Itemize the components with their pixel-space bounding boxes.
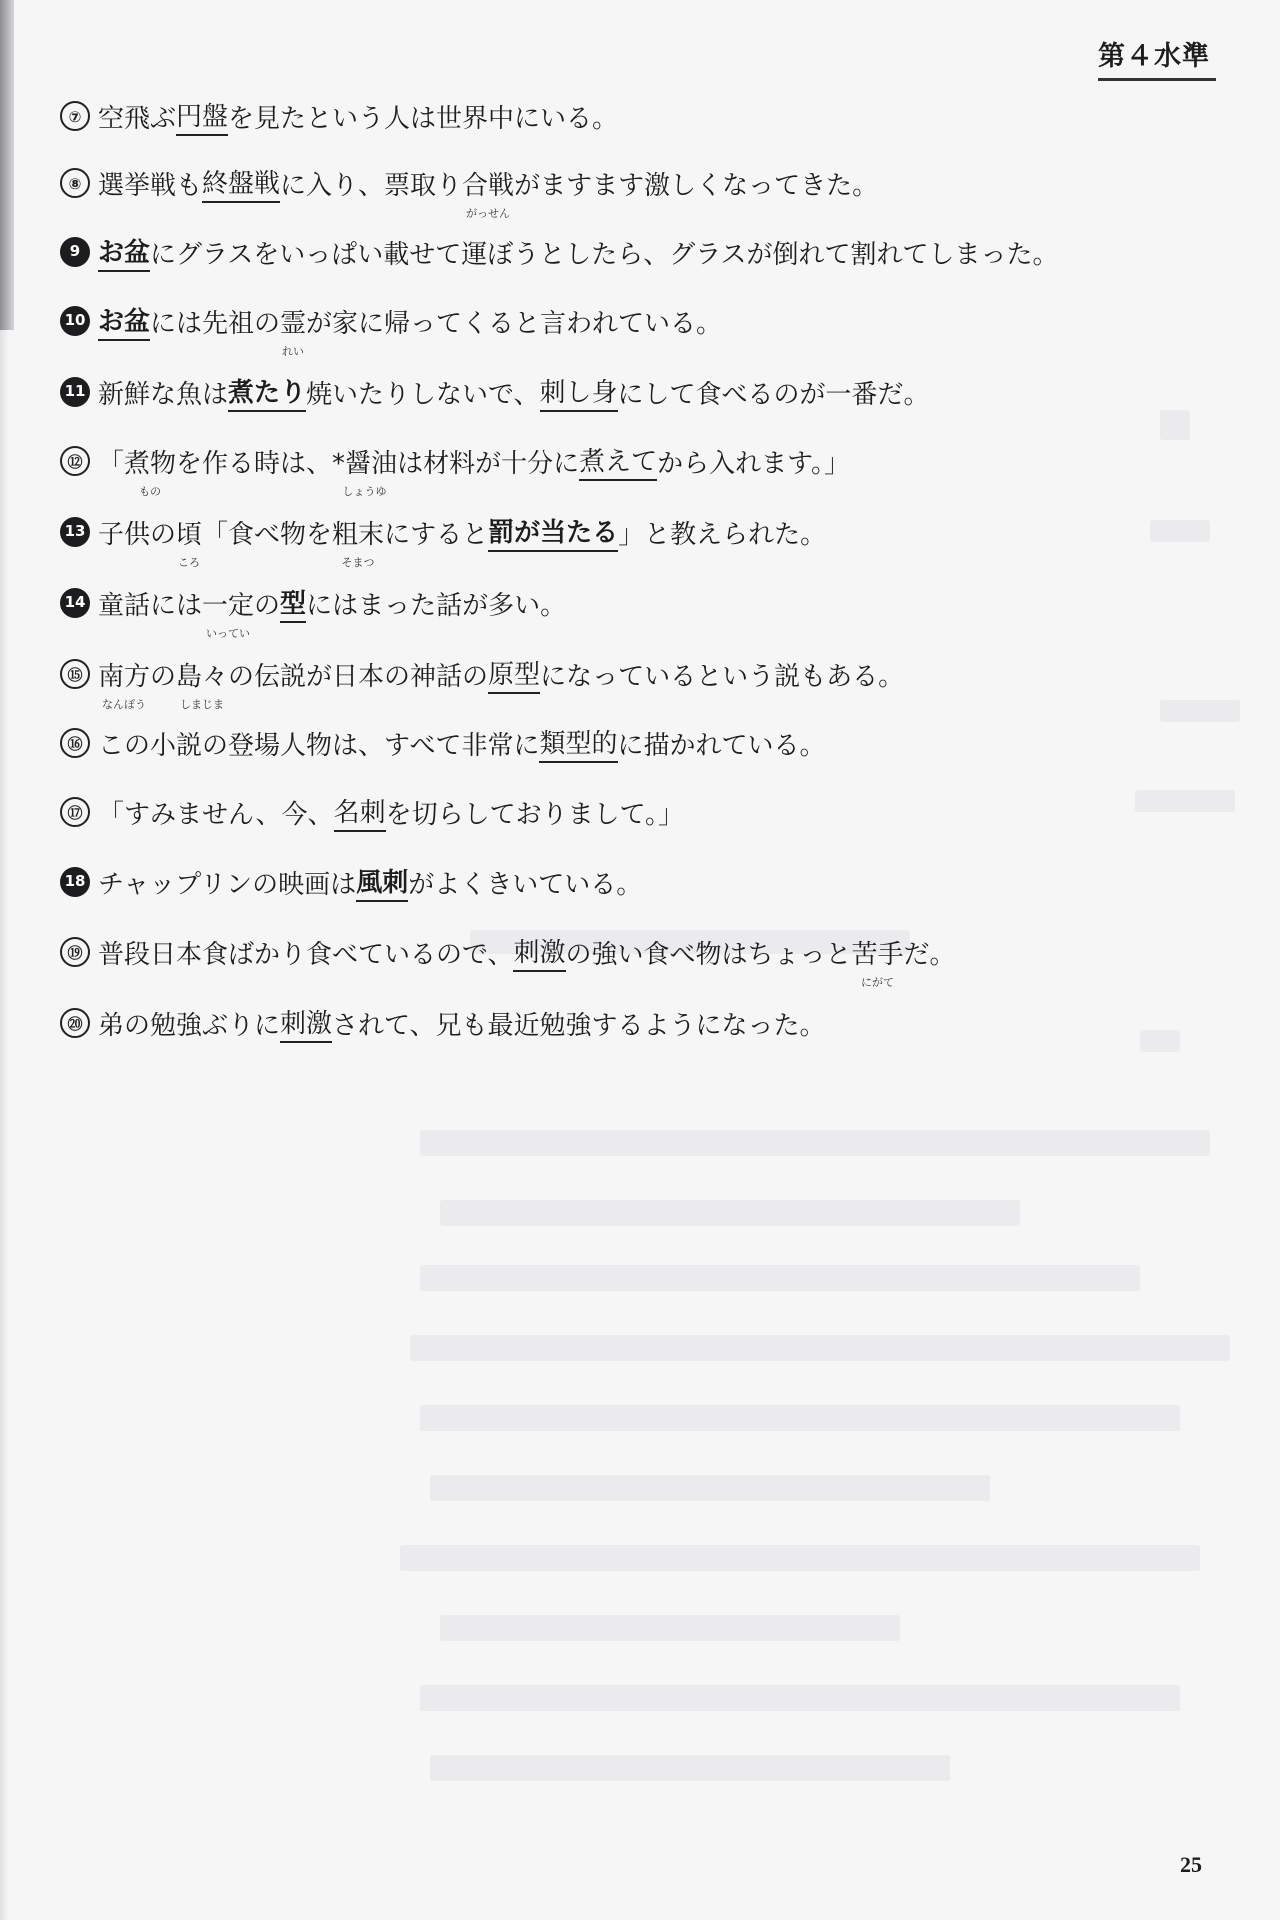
ruby-base: 煮物 もの	[124, 448, 177, 498]
target-vocabulary: 類型的	[539, 723, 617, 763]
sentence-item	[60, 928, 956, 989]
sentence-text: がよくきいている。	[408, 869, 643, 900]
sentence-text: を見たという人は世界中にいる。	[228, 103, 619, 134]
target-vocabulary: 刺し身	[540, 372, 618, 412]
sentence-item	[60, 719, 826, 767]
sentence-text	[202, 585, 255, 640]
sentence-text: を作る時は、	[176, 448, 333, 479]
ruby-base: 粗末 そまつ	[332, 519, 385, 569]
ruby-base: 合戦 がっせん	[462, 170, 515, 220]
sentence-text: の	[150, 661, 177, 692]
sentence-text	[332, 514, 385, 569]
furigana: がっせん	[466, 206, 511, 220]
furigana: なんぽう	[102, 697, 146, 711]
furigana: れい	[282, 344, 305, 358]
sentence-text: 新鮮な魚は	[98, 379, 229, 410]
binding-shadow	[0, 0, 14, 330]
target-vocabulary: 煮えて	[579, 441, 657, 481]
sentence-text: の強い食べ物はちょっと	[565, 939, 852, 970]
sentence-text: から入れます。」	[657, 448, 851, 479]
sentence-text: 焼いたりしないで、	[306, 379, 540, 410]
sentence-item	[60, 92, 618, 140]
sentence-text: は材料が十分に	[397, 448, 580, 479]
target-vocabulary: 刺激	[280, 1003, 332, 1043]
target-vocabulary: 円盤	[176, 96, 228, 136]
sentence-item	[60, 159, 879, 220]
sentence-text	[98, 656, 151, 711]
ruby-base: 南方 なんぽう	[98, 661, 151, 711]
sentence-text: を切らしておりまして。」	[385, 799, 685, 830]
target-vocabulary: 刺激	[513, 932, 565, 972]
furigana: ころ	[178, 555, 201, 569]
level-label: 第４水準	[1098, 41, 1210, 72]
sentence-text	[124, 443, 177, 498]
furigana: しょうゆ	[342, 484, 387, 498]
sentence-item	[60, 999, 826, 1047]
sentence-item	[60, 579, 567, 640]
sentence-item	[60, 368, 930, 416]
sentence-text: 「食べ物を	[202, 519, 333, 550]
sentence-text	[851, 934, 904, 989]
furigana: いってい	[206, 626, 251, 640]
furigana: そまつ	[341, 555, 375, 569]
sentence-text: 童話には	[98, 590, 203, 621]
sentence-item	[60, 437, 851, 498]
sentence-text	[176, 514, 203, 569]
sentence-number: 18	[60, 867, 90, 897]
sentence-item	[60, 228, 1058, 276]
ruby-base: 霊 れい	[280, 308, 307, 358]
sentence-text: にはまった話が多い。	[306, 590, 567, 621]
sentence-text: にして食べるのが一番だ。	[617, 379, 930, 410]
sentence-number: ⑳	[60, 1008, 90, 1038]
sentence-text: にグラスをいっぱい載せて運ぼうとしたら、グラスが倒れて割れてしまった。	[150, 239, 1059, 270]
sentence-text: がますます激しくなってきた。	[514, 170, 879, 201]
sentence-text: 」と教えられた。	[618, 519, 827, 550]
furigana: もの	[139, 484, 162, 498]
sentence-text: 子供の	[98, 519, 177, 550]
level-header	[1098, 34, 1216, 81]
sentence-text	[332, 443, 398, 498]
target-vocabulary: お盆	[98, 301, 150, 341]
sentence-number: ⑮	[60, 659, 90, 689]
target-vocabulary: 原型	[488, 654, 540, 694]
sentence-number: 14	[60, 588, 90, 618]
target-vocabulary: 罰が当たる	[488, 512, 618, 552]
sentence-text: 弟の勉強ぶりに	[98, 1010, 281, 1041]
target-vocabulary: 終盤戦	[202, 163, 280, 203]
ruby-base: *醤油 しょうゆ	[332, 448, 398, 498]
sentence-text: 選挙戦も	[98, 170, 203, 201]
sentence-text: が家に帰ってくると言われている。	[306, 308, 723, 339]
sentence-number: ⑯	[60, 728, 90, 758]
sentence-number: 10	[60, 306, 90, 336]
ruby-base: 島々 しまじま	[176, 661, 229, 711]
sentence-text	[176, 656, 229, 711]
target-vocabulary: 名刺	[334, 792, 386, 832]
sentence-text: に描かれている。	[617, 730, 826, 761]
sentence-text: 空飛ぶ	[98, 103, 177, 134]
sentence-item	[60, 508, 827, 569]
sentence-text: 普段日本食ばかり食べているので、	[98, 939, 514, 970]
sentence-number: 13	[60, 517, 90, 547]
binding-edge	[0, 330, 8, 1920]
sentence-number: ⑫	[60, 446, 90, 476]
sentence-text: だ。	[903, 939, 956, 970]
sentence-text: の	[254, 590, 281, 621]
ruby-base: 一定 いってい	[202, 590, 255, 640]
sentence-number: 11	[60, 377, 90, 407]
target-vocabulary: お盆	[98, 232, 150, 272]
sentence-text: この小説の登場人物は、すべて非常に	[98, 730, 540, 761]
sentence-text: 「すみません、今、	[98, 799, 334, 830]
sentence-item	[60, 297, 723, 358]
sentence-number: ⑲	[60, 937, 90, 967]
sentence-text: の伝説が日本の神話の	[228, 661, 489, 692]
sentence-item	[60, 858, 642, 906]
sentence-text: になっているという説もある。	[540, 661, 905, 692]
furigana: しまじま	[180, 697, 225, 711]
ruby-base: 頃 ころ	[176, 519, 203, 569]
sentence-number: 9	[60, 237, 90, 267]
target-vocabulary: 型	[280, 583, 306, 623]
sentence-text: にすると	[384, 519, 489, 550]
sentence-text: 「	[98, 448, 125, 479]
page-number: 25	[1180, 1852, 1202, 1877]
ruby-base: 苦手 にがて	[851, 939, 904, 989]
sentence-number: ⑰	[60, 797, 90, 827]
sentence-text	[462, 165, 515, 220]
target-vocabulary: 煮たり	[228, 372, 306, 412]
sentence-number: ⑧	[60, 168, 90, 198]
sentence-text: チャップリンの映画は	[98, 869, 357, 900]
furigana: にがて	[861, 975, 895, 989]
sentence-text: には先祖の	[150, 308, 281, 339]
target-vocabulary: 風刺	[356, 862, 408, 902]
sentence-text	[280, 303, 307, 358]
sentence-text: に入り、票取り	[280, 170, 463, 201]
sentence-item	[60, 788, 684, 836]
sentence-text: されて、兄も最近勉強するようになった。	[332, 1010, 826, 1041]
sentence-number: ⑦	[60, 101, 90, 131]
sentence-item	[60, 650, 905, 711]
